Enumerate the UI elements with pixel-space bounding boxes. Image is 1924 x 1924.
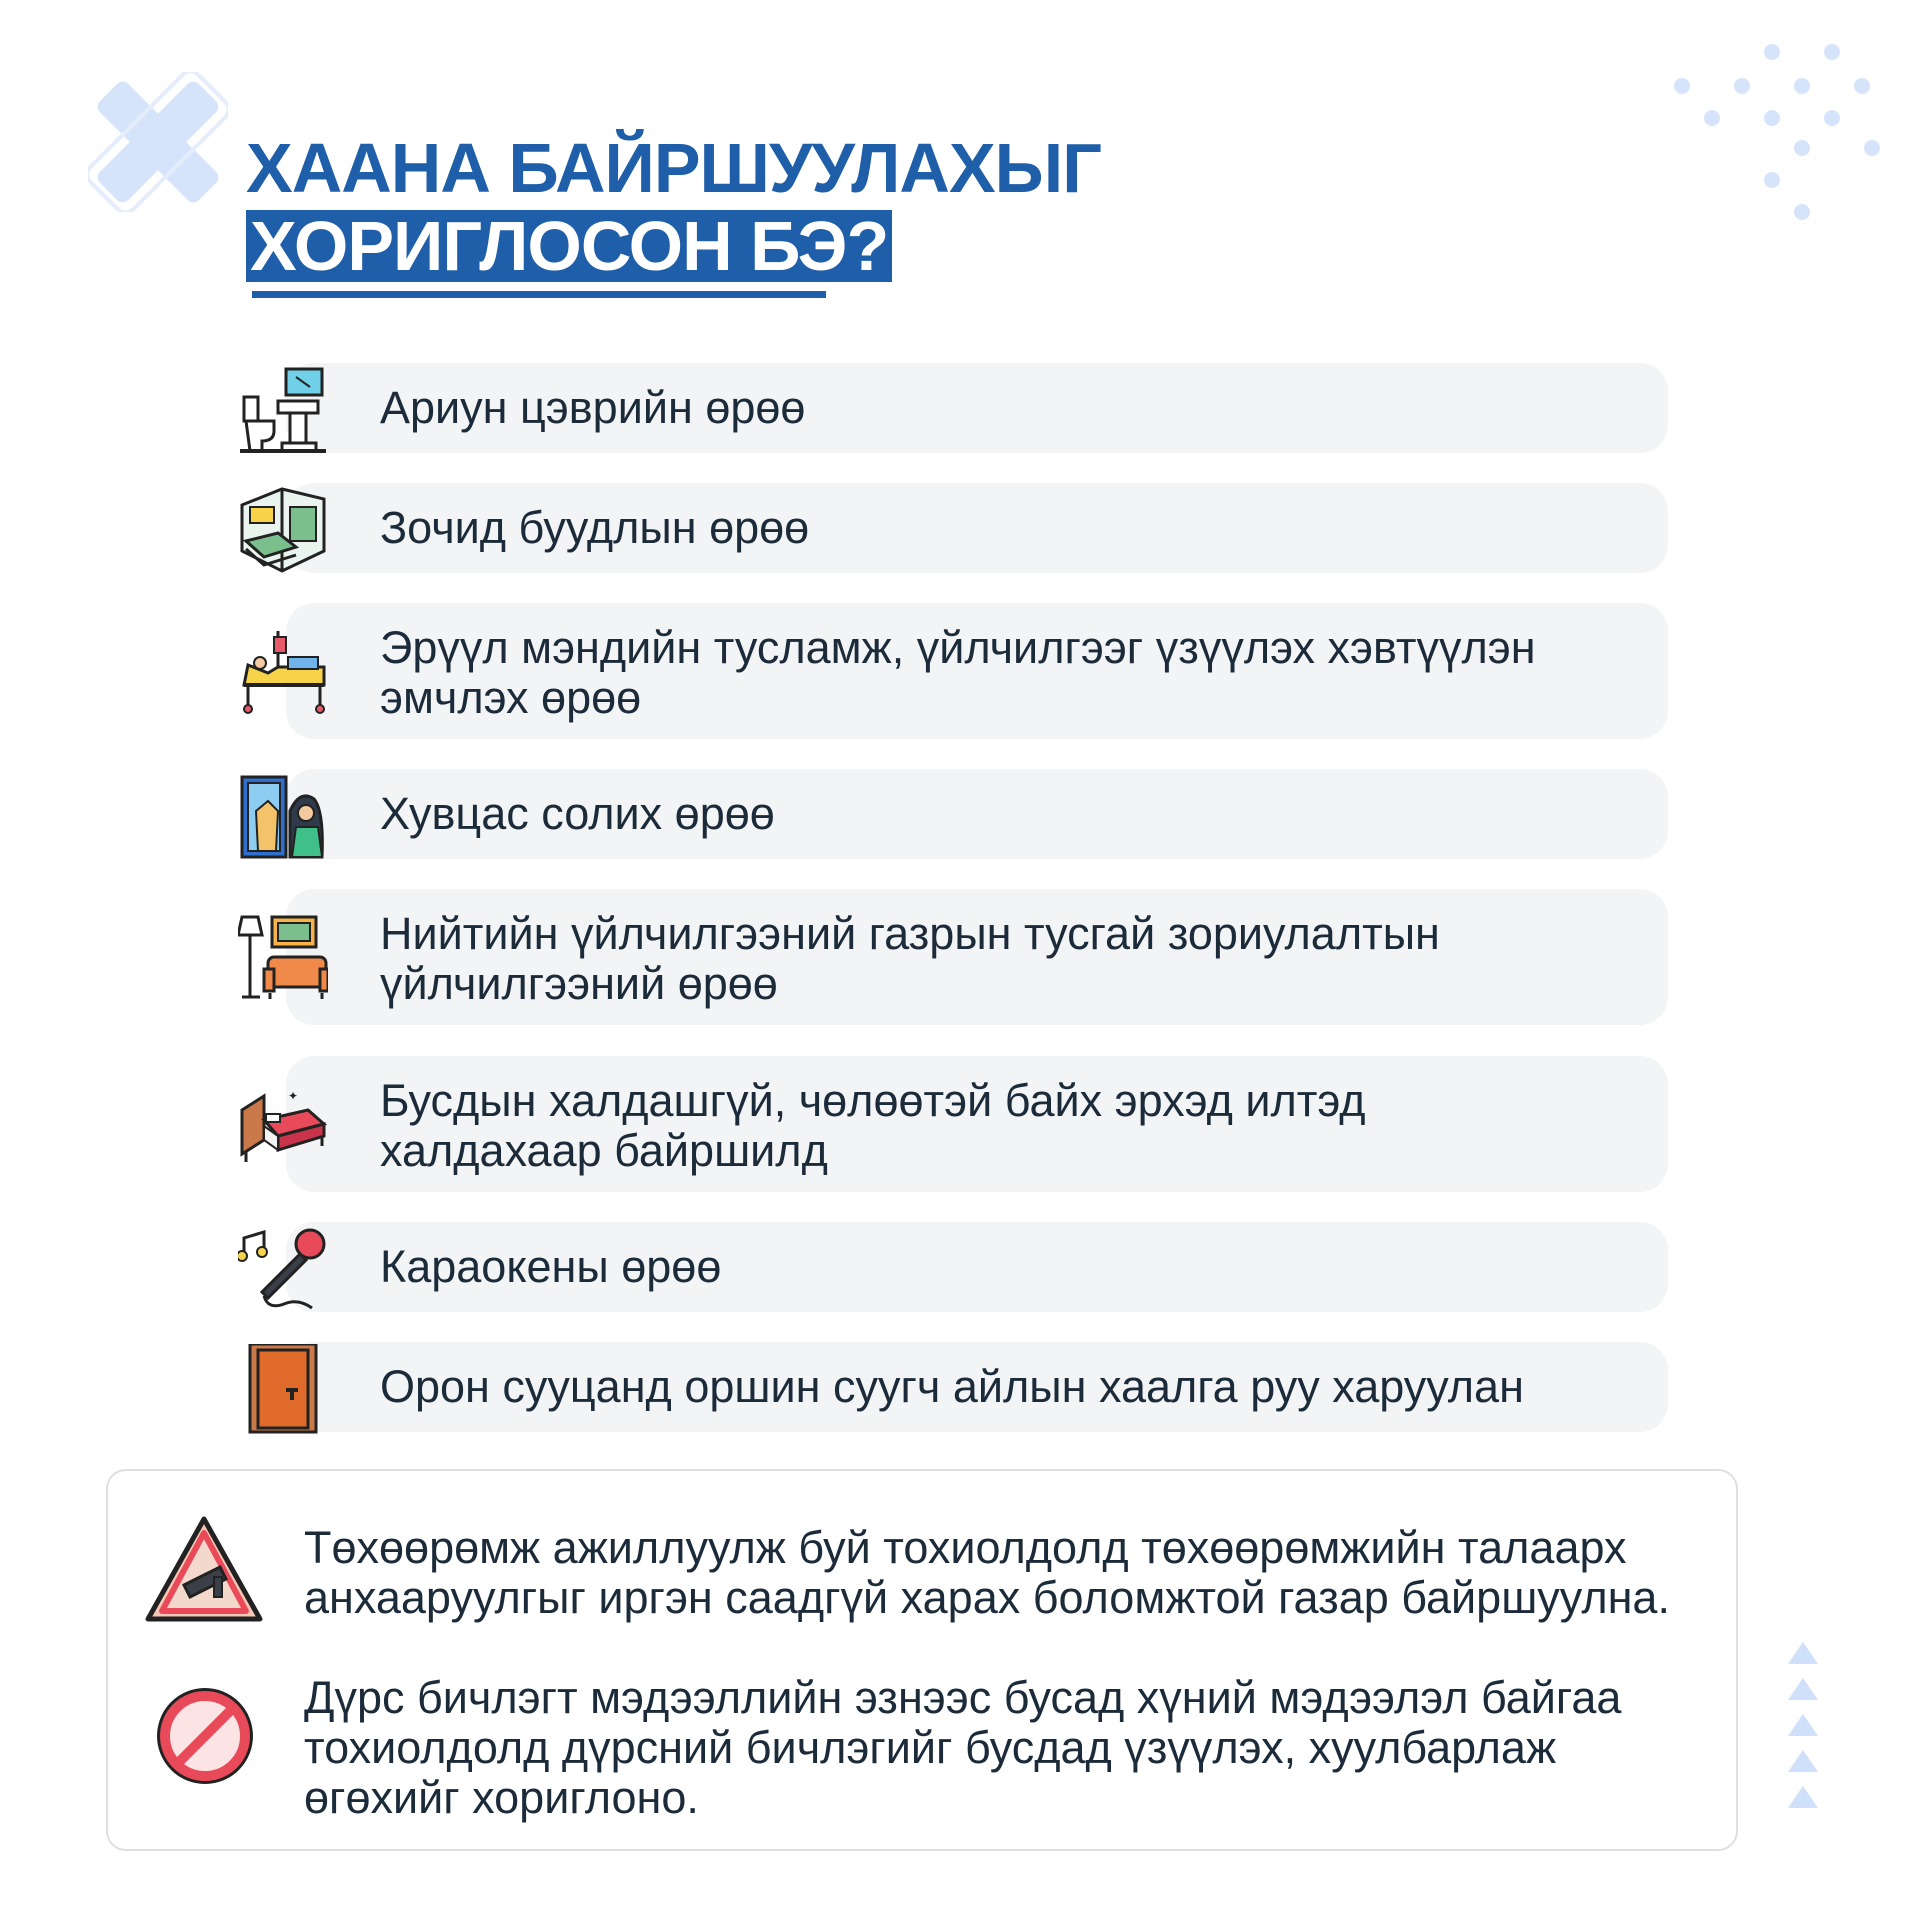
notice-text-cctv: Төхөөрөмж ажиллуулж буй тохиолдолд төхөөрөмжийн талаарх анхааруулгыг иргэн саадгүй харах боломжтой газар байршуулна. — [304, 1522, 1670, 1623]
list-item-hotel-room — [238, 483, 1668, 573]
karaoke-microphone-icon — [238, 1224, 328, 1314]
dressing-room-icon — [238, 771, 328, 861]
list-item-text: Караокены өрөө — [380, 1241, 722, 1292]
bed-icon — [238, 1080, 328, 1170]
list-item-text: Ариун цэврийн өрөө — [380, 382, 806, 433]
svg-text:✦: ✦ — [288, 1089, 299, 1103]
title-line-1: ХААНА БАЙРШУУЛАХЫГ — [246, 129, 1101, 207]
list-item-privacy-location — [238, 1056, 1668, 1192]
list-item-restroom — [238, 363, 1668, 453]
list-item-apartment-door — [238, 1342, 1668, 1432]
dots-decoration-icon — [1660, 40, 1900, 230]
lounge-icon — [238, 913, 328, 1003]
list-item-karaoke-room — [238, 1222, 1668, 1312]
list-item-text: Нийтийн үйлчилгээний газрын тусгай зориулалтын үйлчилгээний өрөө — [380, 908, 1440, 1009]
notice-text-privacy: Дүрс бичлэгт мэдээллийн эзнээс бусад хүний мэдээлэл байгаа тохиолдолд дүрсний бичлэгийг бусдад үзүүлэх, хуулбарлаж өгөхийг хориглоно. — [304, 1672, 1622, 1823]
restroom-icon — [238, 365, 328, 455]
cctv-warning-icon — [144, 1515, 264, 1625]
list-item-hospital-room — [238, 603, 1668, 739]
list-item-text: Зочид буудлын өрөө — [380, 502, 810, 553]
list-item-public-service-room — [238, 889, 1668, 1025]
page-title — [246, 128, 1101, 285]
title-underline — [252, 291, 826, 298]
list-item-dressing-room — [238, 769, 1668, 859]
triangles-decoration-icon — [1785, 1640, 1821, 1820]
hospital-bed-icon — [238, 627, 328, 717]
title-line-2-highlighted: ХОРИГЛОСОН БЭ? — [246, 210, 892, 282]
list-item-text: Орон сууцанд оршин суугч айлын хаалга руу харуулан — [380, 1361, 1524, 1412]
list-item-text: Бусдын халдашгүй, чөлөөтэй байх эрхэд илтэд халдахаар байршилд — [380, 1075, 1366, 1176]
x-decoration-icon — [88, 72, 228, 212]
prohibited-icon — [150, 1681, 260, 1791]
list-item-text: Эрүүл мэндийн тусламж, үйлчилгээг үзүүлэх хэвтүүлэн эмчлэх өрөө — [380, 622, 1536, 723]
door-icon — [238, 1344, 328, 1434]
hotel-room-icon — [238, 485, 328, 575]
list-item-text: Хувцас солих өрөө — [380, 788, 775, 839]
notice-box — [106, 1469, 1738, 1851]
